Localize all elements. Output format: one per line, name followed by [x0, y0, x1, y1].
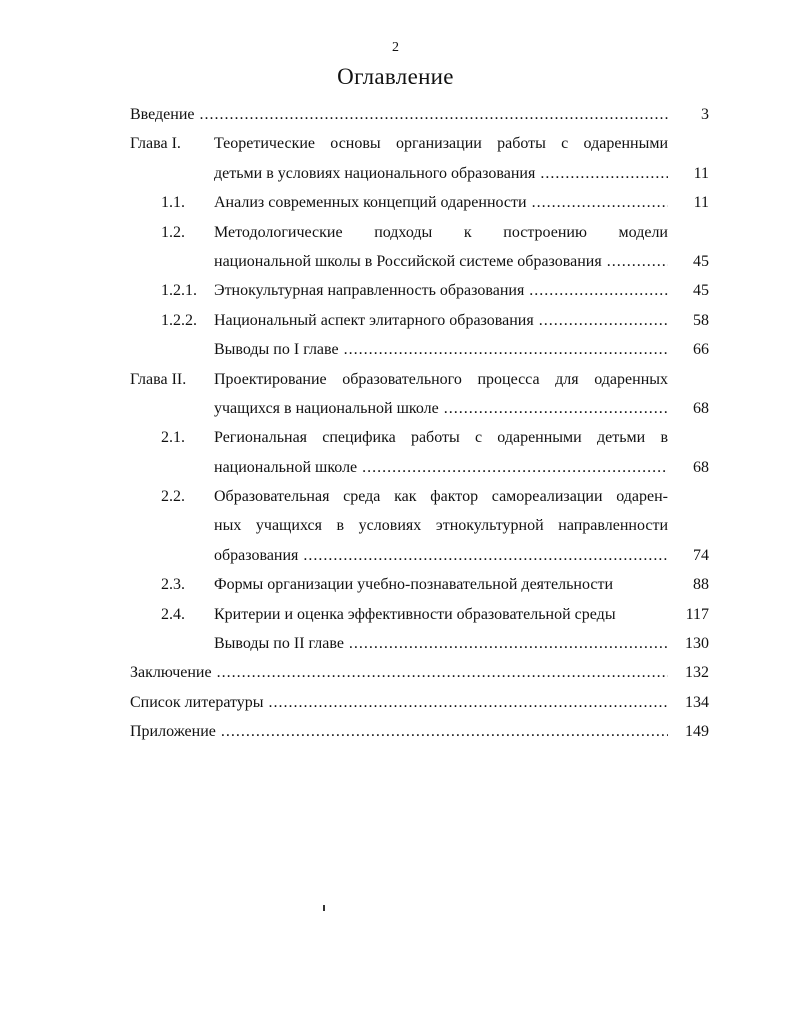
- toc-entry-title: Теоретические основы организации работы с одаренными: [214, 135, 668, 153]
- toc-entry-number: 2.2.: [161, 488, 185, 506]
- toc-entry-title: Методологические подходы к построению модели: [214, 223, 668, 241]
- toc-entry-title: Заключение .....: [130, 658, 668, 687]
- toc-entry-title: Критерии и оценка эффективности образовательной среды: [214, 605, 616, 623]
- toc-entry-line: [0, 600, 791, 629]
- toc-entry-line: [0, 335, 791, 364]
- toc-entry-line: [0, 629, 791, 658]
- toc-entry-title: Список литературы .....: [130, 688, 668, 717]
- toc-entry-number: 1.2.1.: [161, 282, 197, 300]
- toc-entry-page: 66: [693, 341, 709, 359]
- toc-entry-page: 45: [693, 282, 709, 300]
- toc-entry-line: [0, 394, 791, 423]
- toc-entry-number: 2.1.: [161, 429, 185, 447]
- toc-entry-page: 45: [693, 252, 709, 270]
- toc-entry-page: 130: [685, 635, 709, 653]
- toc-entry-line: [0, 688, 791, 717]
- toc-entry-page: 132: [685, 664, 709, 682]
- toc-entry-title: Проектирование образовательного процесса для одаренных: [214, 370, 668, 388]
- toc-entry-title: Выводы по I главе .....: [214, 335, 668, 364]
- toc-entry-title: Приложение .....: [130, 717, 668, 746]
- toc-entry-title: Образовательная среда как фактор самореализации одарен-: [214, 488, 668, 506]
- toc-entry-line: [0, 188, 791, 217]
- toc-entry-line: [0, 511, 791, 540]
- page-title: Оглавление: [337, 64, 454, 89]
- toc-entry-number: 1.2.: [161, 223, 185, 241]
- toc-entry-title: Этнокультурная направленность образования .....: [214, 276, 668, 305]
- toc-entry-title: национальной школы в Российской системе образования .....: [214, 247, 668, 276]
- toc-entry-title: Выводы по II главе .....: [214, 629, 668, 658]
- toc-entry-line: [0, 129, 791, 158]
- toc-entry-number: 1.1.: [161, 194, 185, 212]
- table-of-contents: [0, 100, 791, 747]
- page-number: 2: [392, 40, 399, 55]
- toc-entry-number: 1.2.2.: [161, 311, 197, 329]
- toc-entry-line: [0, 247, 791, 276]
- toc-entry-page: 58: [693, 311, 709, 329]
- toc-entry-page: 68: [693, 399, 709, 417]
- toc-entry-title: национальной школе .....: [214, 453, 668, 482]
- scan-speck: [323, 905, 325, 911]
- toc-entry-page: 74: [693, 546, 709, 564]
- toc-entry-page: 11: [693, 164, 709, 182]
- toc-entry-page: 117: [685, 605, 709, 623]
- toc-entry-title: образования .....: [214, 541, 668, 570]
- toc-entry-line: [0, 541, 791, 570]
- toc-entry-page: 134: [685, 693, 709, 711]
- toc-entry-page: 149: [685, 723, 709, 741]
- toc-entry-number: 2.4.: [161, 605, 185, 623]
- toc-entry-page: 3: [701, 106, 709, 123]
- toc-entry-title: Формы организации учебно-познавательной деятельности: [214, 576, 614, 594]
- toc-entry-line: [0, 570, 791, 599]
- toc-entry-line: [0, 159, 791, 188]
- toc-entry-line: [0, 717, 791, 746]
- toc-entry-number: 2.3.: [161, 576, 185, 594]
- toc-entry-page: 88: [693, 576, 709, 594]
- toc-entry-line: [0, 218, 791, 247]
- toc-entry-title: учащихся в национальной школе .....: [214, 394, 668, 423]
- toc-entry-line: [0, 276, 791, 305]
- toc-entry-number: Глава I.: [130, 135, 181, 153]
- toc-entry-line: [0, 100, 791, 129]
- toc-entry-title: Анализ современных концепций одаренности .....: [214, 188, 668, 217]
- toc-entry-line: [0, 482, 791, 511]
- toc-entry-title: Введение .....: [130, 100, 668, 129]
- toc-entry-line: [0, 658, 791, 687]
- toc-entry-title: Региональная специфика работы с одаренными детьми в: [214, 429, 668, 447]
- toc-entry-line: [0, 365, 791, 394]
- toc-entry-title: ных учащихся в условиях этнокультурной направленности: [214, 517, 668, 535]
- toc-entry-title: детьми в условиях национального образования .....: [214, 159, 668, 188]
- toc-entry-line: [0, 306, 791, 335]
- toc-entry-line: [0, 453, 791, 482]
- toc-entry-number: Глава II.: [130, 370, 187, 388]
- toc-entry-line: [0, 423, 791, 452]
- toc-entry-page: 68: [693, 458, 709, 476]
- toc-entry-title: Национальный аспект элитарного образования .....: [214, 306, 668, 335]
- toc-entry-page: 11: [693, 194, 709, 212]
